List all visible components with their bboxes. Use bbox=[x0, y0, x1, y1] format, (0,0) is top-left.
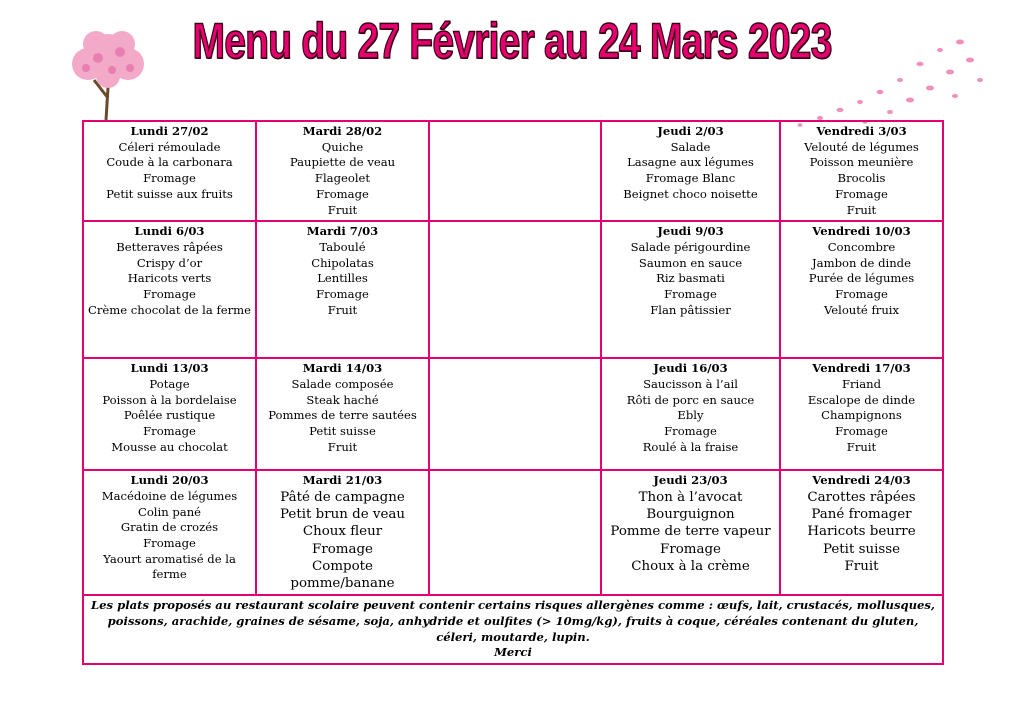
menu-item: Salade composée bbox=[291, 376, 394, 391]
day-header: Mardi 28/02 bbox=[302, 124, 383, 138]
menu-item: Fruit bbox=[327, 439, 358, 454]
menu-item: Fromage Blanc bbox=[645, 171, 736, 186]
menu-item: Fruit bbox=[327, 202, 358, 217]
menu-item: Bourguignon bbox=[646, 507, 735, 523]
menu-item: Compote pomme/banane bbox=[290, 558, 395, 591]
menu-item: Pomme de terre vapeur bbox=[610, 524, 771, 540]
meal-cell-vendredi bbox=[780, 358, 943, 470]
menu-item: Coude à la carbonara bbox=[106, 155, 233, 170]
menu-item: Ebly bbox=[677, 408, 704, 423]
menu-item: Mousse au chocolat bbox=[111, 439, 228, 454]
menu-item: Fromage bbox=[664, 287, 717, 302]
menu-item: Crispy d’or bbox=[136, 255, 203, 270]
meal-cell-mercredi bbox=[429, 121, 601, 221]
menu-item: Rôti de porc en sauce bbox=[626, 392, 755, 407]
menu-item: Velouté de légumes bbox=[804, 139, 919, 154]
menu-item: Choux fleur bbox=[302, 524, 383, 540]
menu-item: Brocolis bbox=[837, 171, 886, 186]
meal-cell-jeudi bbox=[601, 470, 780, 595]
menu-item: Fromage bbox=[316, 186, 369, 201]
week-row bbox=[83, 121, 943, 221]
menu-title: Menu du 27 Février au 24 Mars 2023 bbox=[192, 13, 832, 69]
meal-cell-vendredi bbox=[780, 121, 943, 221]
falling-petals-icon bbox=[790, 30, 990, 130]
day-header: Mardi 7/03 bbox=[306, 224, 379, 239]
meal-cell-jeudi bbox=[601, 358, 780, 470]
menu-item: Steak haché bbox=[306, 392, 379, 407]
menu-item: Poisson à la bordelaise bbox=[102, 392, 237, 407]
allergen-note bbox=[83, 595, 943, 664]
menu-item: Salade périgourdine bbox=[630, 239, 751, 254]
menu-item: Fromage bbox=[835, 424, 888, 439]
menu-item: Lasagne aux légumes bbox=[627, 155, 754, 170]
menu-item: Flan pâtissier bbox=[650, 302, 731, 317]
menu-item: Roulé à la fraise bbox=[642, 439, 739, 454]
day-header: Vendredi 3/03 bbox=[816, 124, 907, 138]
menu-item: Poêlée rustique bbox=[123, 408, 216, 423]
allergen-note-text: Les plats proposés au restaurant scolaire peuvent contenir certains risques allergènes comme : œufs, lait, crustacés, mollusques, poissons, arachide, graines de sésame, soja, anhydride et oulfites (> 10mg/kg), fruits à coque, céréales contenant du gluten, céleri, moutarde, lupin. bbox=[91, 598, 935, 644]
menu-item: Petit brun de veau bbox=[280, 507, 405, 523]
menu-item: Carottes râpées bbox=[807, 489, 916, 505]
menu-item: Lentilles bbox=[317, 271, 368, 286]
menu-item: Petit suisse aux fruits bbox=[106, 186, 233, 201]
menu-item: Macédoine de légumes bbox=[101, 488, 238, 503]
note-row bbox=[83, 595, 943, 664]
day-header: Lundi 27/02 bbox=[130, 124, 209, 138]
meal-cell-lundi bbox=[83, 358, 256, 470]
menu-item: Poisson meunière bbox=[809, 155, 914, 170]
menu-item: Fruit bbox=[846, 439, 877, 454]
menu-item: Haricots verts bbox=[127, 271, 212, 286]
menu-item: Saumon en sauce bbox=[638, 255, 743, 270]
day-header: Jeudi 16/03 bbox=[653, 361, 728, 376]
menu-item: Fromage bbox=[143, 424, 196, 439]
menu-item: Champignons bbox=[821, 408, 902, 423]
meal-cell-mardi bbox=[256, 470, 429, 595]
menu-item: Beignet choco noisette bbox=[623, 186, 758, 201]
menu-item: Paupiette de veau bbox=[289, 155, 396, 170]
menu-item: Escalope de dinde bbox=[807, 392, 916, 407]
menu-item: Taboulé bbox=[319, 239, 366, 254]
menu-item: Pâté de campagne bbox=[280, 489, 405, 505]
menu-item: Concombre bbox=[827, 239, 896, 254]
day-header: Jeudi 23/03 bbox=[653, 473, 728, 488]
meal-cell-mercredi bbox=[429, 470, 601, 595]
menu-item: Fromage bbox=[664, 424, 717, 439]
thanks-text: Merci bbox=[494, 645, 532, 660]
menu-item: Yaourt aromatisé de la ferme bbox=[103, 551, 236, 582]
menu-item: Saucisson à l’ail bbox=[643, 376, 738, 391]
menu-item: Fruit bbox=[844, 558, 879, 574]
menu-item: Petit suisse bbox=[309, 424, 376, 439]
day-header: Lundi 6/03 bbox=[134, 224, 205, 239]
menu-item: Salade bbox=[670, 139, 711, 154]
menu-item: Crème chocolat de la ferme bbox=[87, 302, 251, 317]
week-row bbox=[83, 358, 943, 470]
menu-item: Colin pané bbox=[137, 504, 202, 519]
menu-item: Friand bbox=[841, 376, 882, 391]
day-header: Jeudi 2/03 bbox=[657, 124, 724, 138]
meal-cell-mardi bbox=[256, 121, 429, 221]
menu-item: Fromage bbox=[143, 536, 196, 551]
meal-cell-lundi bbox=[83, 121, 256, 221]
menu-item: Fromage bbox=[316, 287, 369, 302]
menu-item: Purée de légumes bbox=[808, 271, 915, 286]
meal-cell-lundi bbox=[83, 470, 256, 595]
menu-item: Fromage bbox=[143, 171, 196, 186]
menu-item: Pané fromager bbox=[811, 507, 912, 523]
meal-cell-lundi bbox=[83, 221, 256, 358]
menu-item: Fromage bbox=[835, 186, 888, 201]
menu-item: Fromage bbox=[312, 541, 373, 557]
meal-cell-jeudi bbox=[601, 121, 780, 221]
week-row bbox=[83, 221, 943, 358]
menu-table bbox=[82, 120, 944, 665]
menu-item: Velouté fruix bbox=[823, 302, 900, 317]
meal-cell-mardi bbox=[256, 358, 429, 470]
menu-item: Flageolet bbox=[314, 171, 371, 186]
menu-item: Pommes de terre sautées bbox=[268, 408, 417, 423]
menu-item: Potage bbox=[149, 376, 190, 391]
day-header: Lundi 20/03 bbox=[130, 473, 209, 488]
menu-item: Haricots beurre bbox=[807, 524, 916, 540]
cherry-blossom-tree-icon bbox=[68, 28, 150, 120]
menu-item: Céleri rémoulade bbox=[118, 139, 221, 154]
menu-item: Thon à l’avocat bbox=[638, 489, 743, 505]
menu-item: Jambon de dinde bbox=[812, 255, 911, 270]
menu-item: Riz basmati bbox=[656, 271, 725, 286]
menu-item: Petit suisse bbox=[822, 541, 901, 557]
meal-cell-vendredi bbox=[780, 221, 943, 358]
day-header: Mardi 14/03 bbox=[302, 361, 383, 376]
meal-cell-mercredi bbox=[429, 358, 601, 470]
menu-item: Gratin de crozés bbox=[120, 520, 219, 535]
meal-cell-mercredi bbox=[429, 221, 601, 358]
menu-item: Fromage bbox=[835, 287, 888, 302]
meal-cell-mardi bbox=[256, 221, 429, 358]
day-header: Mardi 21/03 bbox=[302, 473, 383, 488]
day-header: Lundi 13/03 bbox=[130, 361, 209, 376]
menu-item: Quiche bbox=[321, 139, 364, 154]
menu-item: Fruit bbox=[846, 202, 877, 217]
menu-item: Fromage bbox=[143, 287, 196, 302]
day-header: Vendredi 24/03 bbox=[812, 473, 911, 488]
menu-item: Choux à la crème bbox=[631, 558, 750, 574]
menu-item: Fromage bbox=[660, 541, 721, 557]
meal-cell-vendredi bbox=[780, 470, 943, 595]
day-header: Vendredi 10/03 bbox=[812, 224, 911, 239]
menu-item: Betteraves râpées bbox=[116, 239, 223, 254]
meal-cell-jeudi bbox=[601, 221, 780, 358]
menu-item: Chipolatas bbox=[311, 255, 374, 270]
week-row bbox=[83, 470, 943, 595]
day-header: Vendredi 17/03 bbox=[812, 361, 911, 376]
menu-item: Fruit bbox=[327, 302, 358, 317]
day-header: Jeudi 9/03 bbox=[657, 224, 724, 239]
